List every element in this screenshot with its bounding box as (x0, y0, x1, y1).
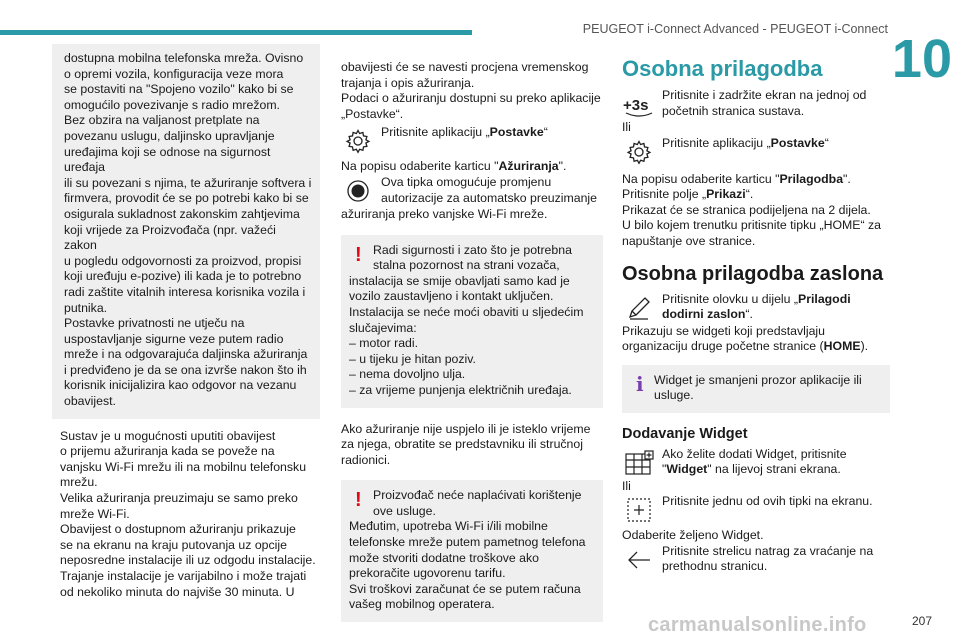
text-line: instalacija se smije obavljati samo kad je (349, 273, 570, 288)
text-line: slučajevima: (349, 320, 417, 335)
pencil-step-text: Pritisnite olovku u dijelu „Prilagodi dodirni zaslon“. (662, 291, 851, 322)
text-line: o opremi vozila, konfiguracija veze mora (64, 66, 284, 81)
text-line: Velika ažuriranja preuzimaju se samo preko (60, 491, 298, 506)
gear-icon (341, 125, 375, 157)
settings-step-text: Pritisnite aplikaciju „Postavke“ (662, 135, 829, 150)
text-line: može stvoriti dodatne troškove ako (349, 550, 540, 565)
text-line: neposredne instalacije ili uz odgodu instalacije. (60, 553, 316, 568)
text-line: mrežu. (60, 475, 98, 490)
back-arrow-icon (622, 544, 656, 576)
text-line: uspostavljanje sigurne veze putem radio (64, 331, 284, 346)
text-line: mreže Wi-Fi. (60, 506, 130, 521)
text-line: korisnik inicijalizira kao odgovor na vezanu (64, 378, 297, 393)
text-line: Obavijest o dostupnom ažuriranju prikazuje (60, 522, 296, 537)
text-line: Postavke privatnosti ne utječu na (64, 316, 245, 331)
column-3 (622, 56, 890, 576)
toggle-step-text (381, 175, 603, 206)
text-line: početnih stranica sustava. (662, 103, 805, 118)
hold-step-text (662, 88, 890, 119)
text-line: vanjsku Wi-Fi mrežu ili na mobilnu telefonsku (60, 459, 307, 474)
cost-warning-box (341, 480, 603, 622)
svg-text:+3s: +3s (623, 97, 649, 114)
back-step-text: Pritisnite strelicu natrag za vraćanje na prethodnu stranicu. (662, 543, 874, 574)
text-line: se postaviti na "Spojeno vozilo" kako bi se (64, 82, 294, 97)
text-line: Svi troškovi zaračunat će se putem računa (349, 581, 581, 596)
widget-grid-icon (622, 447, 656, 479)
safety-warning-box (341, 235, 603, 408)
warning-icon: ! (355, 489, 362, 512)
text-line: uređajima koji se odnose na sigurnost uređaja (64, 144, 271, 175)
text-line: omogućilo povezivanje s radio mrežom. (64, 97, 280, 112)
text-line: obavijesti će se navesti procjena vremenskog (341, 60, 589, 74)
text-line: telefonske mreže putem pametnog telefona (349, 535, 586, 550)
text-line: radi zaštite vitalnih interesa korisnika vozila i (64, 284, 306, 299)
text-line: Instalacija se neće moći obaviti u sljedećim (349, 304, 584, 319)
text-line: vašeg mobilnog operatera. (349, 597, 495, 612)
column-2 (341, 60, 603, 622)
privacy-info-box (52, 44, 320, 419)
watermark: carmanualsonline.info (648, 614, 867, 636)
text-line: Bez obzira na valjanost pretplate na (64, 113, 260, 128)
info-text (654, 373, 882, 404)
header-accent-bar (0, 30, 472, 35)
widget-info-box (622, 365, 890, 413)
info-icon: i (636, 371, 644, 396)
text-line: stalna pozornost na strani vozača, (373, 258, 560, 273)
text-line: putnika. (64, 300, 108, 315)
hold-3s-icon (622, 88, 656, 120)
text-line: mreže i na odgovarajuća daljinska ažuriranja (64, 347, 308, 362)
text-line: Trajanje instalacije je varijabilno i može trajati (60, 569, 307, 583)
text-line: ove usluge. (373, 503, 436, 518)
text-line: – motor radi. (349, 336, 419, 351)
text-line: Međutim, upotreba Wi-Fi i/ili mobilne (349, 519, 548, 534)
text-line: – u tijeku je hitan poziv. (349, 351, 476, 366)
text-line: koji vrijede za Proizvođača (npr. važeći zakon (64, 222, 276, 253)
text-line: trajanja i opis ažuriranja. (341, 75, 475, 90)
text-line: za njega, obratite se predstavniku ili stručnoj (341, 437, 583, 452)
text-line: ažuriranja preko vanjske Wi-Fi mreže. (341, 206, 548, 221)
text-line: dostupna mobilna telefonska mreža. Ovisno (64, 51, 304, 65)
text-line: ili su povezani s njima, te ažuriranje softvera i (64, 175, 312, 190)
hold-step (622, 88, 890, 120)
text-line: Ili (622, 120, 631, 134)
text-line: Sustav je u mogućnosti uputiti obavijest (60, 428, 276, 443)
text-line: Ili (622, 478, 631, 493)
text-line: Widget je smanjeni prozor aplikacije ili (654, 372, 862, 387)
warning-first-lines (373, 243, 595, 274)
plus-step (622, 494, 890, 526)
text-line: usluge. (654, 388, 694, 403)
subsection-title: Dodavanje Widget (622, 425, 748, 442)
plus-step-text: Pritisnite jednu od ovih tipki na ekranu. (662, 494, 873, 509)
text-line: Proizvođač neće naplaćivati korištenje (373, 488, 582, 503)
text-line: prekoračite ugovorenu tarifu. (349, 566, 506, 581)
header-title: PEUGEOT i-Connect Advanced - PEUGEOT i-Connect (582, 22, 888, 36)
warning-icon: ! (355, 243, 362, 266)
page-number: 207 (911, 614, 932, 628)
text-line: Podaci o ažuriranju dostupni su preko aplikacije (341, 91, 601, 106)
text-line: povezanu uslugu, daljinsko upravljanje (64, 128, 275, 143)
tab-line: Na popisu odaberite karticu "Ažuriranja". (341, 159, 567, 174)
add-widget-step-text: Ako želite dodati Widget, pritisnite "Widget" na lijevoj strani ekrana. (662, 446, 847, 477)
section-subtitle: Osobna prilagodba zaslona (622, 262, 884, 285)
toggle-step (341, 175, 603, 207)
text-line: napuštanje ove stranice. (622, 233, 756, 248)
settings-step (341, 125, 603, 157)
text-line: firmvera, provodit će se po potrebi kako bi se (64, 191, 309, 206)
field-line: Pritisnite polje „Prikazi“. (622, 187, 754, 202)
text-line: radionici. (341, 452, 391, 467)
text-line: Odaberite željeno Widget. (622, 528, 764, 543)
settings-step-text: Pritisnite aplikaciju „Postavke“ (381, 125, 548, 140)
pencil-icon (622, 292, 656, 324)
text-line: Ako ažuriranje nije uspjelo ili je isteklo vrijeme (341, 421, 591, 436)
text-line: „Postavke“. (341, 106, 404, 121)
text-line: i predviđeno je da se ona izvrše nakon što ih (64, 362, 307, 377)
tab-line: Na popisu odaberite karticu "Prilagodba". (622, 171, 851, 186)
text-line: – za vrijeme punjenja električnih uređaja. (349, 382, 572, 397)
text-line: vozilo zaustavljeno i kontakt uključen. (349, 289, 554, 304)
toggle-icon (341, 175, 375, 207)
text-line: Prikazat će se stranica podijeljena na 2 dijela. (622, 202, 871, 217)
pencil-step (622, 292, 890, 324)
settings-step (622, 136, 890, 168)
text-line: u pogledu odgovornosti za proizvod, propisi (64, 253, 302, 268)
text-line: se na ekranu na kraju putovanja uz opcije (60, 537, 287, 552)
text-line: autorizacije za automatsko preuzimanje (381, 190, 597, 205)
text-line: koji uređuju e-pozive) ili kada je to potrebno (64, 269, 302, 284)
text-line: obavijest. (64, 394, 116, 409)
add-widget-step (622, 447, 890, 479)
text-line: – nema dovoljno ulja. (349, 367, 466, 382)
text-line: od nekoliko minuta do najviše 30 minuta. U (60, 584, 295, 599)
text-line: osigurala sukladnost zakonskim zahtjevima (64, 206, 300, 221)
update-failure-text (341, 422, 603, 469)
update-notification-text (52, 429, 320, 601)
chapter-number: 10 (891, 29, 952, 89)
add-plus-icon (622, 494, 656, 526)
warning-first-lines (373, 488, 595, 519)
text-line: Pritisnite i zadržite ekran na jednoj od (662, 88, 867, 102)
text-line: Prikazuju se widgeti koji predstavljaju (622, 323, 825, 338)
text-line: o prijemu ažuriranja kada se poveže na (60, 444, 275, 459)
gear-icon (622, 136, 656, 168)
text-line: Radi sigurnosti i zato što je potrebna (373, 242, 572, 257)
text-line: Ova tipka omogućuje promjenu (381, 174, 552, 189)
section-title: Osobna prilagodba (622, 56, 823, 81)
text-line: U bilo kojem trenutku pritisnite tipku „HOME“ za (622, 218, 882, 233)
privacy-info-text (60, 51, 312, 410)
back-step (622, 544, 890, 576)
column-1 (52, 44, 320, 600)
text-line: organizaciju druge početne stranice (HOME). (622, 339, 869, 354)
